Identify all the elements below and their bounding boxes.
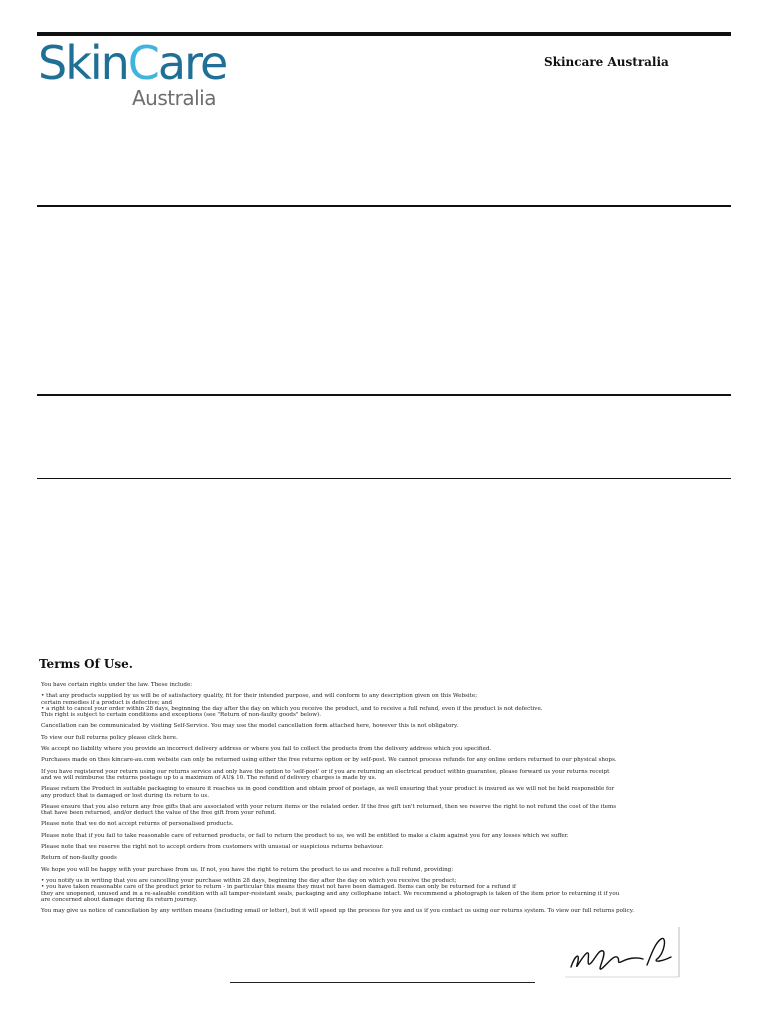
terms-paragraph: If you have registered your return using our returns service and only have the option to 'self-post' or if you are returning an electrical product within guarantee, please forward us your returns receipt and we will reimburse the returns postage up to a maximum of AU$ 10. The refund of delivery charges is made by us. xyxy=(41,768,610,781)
terms-paragraph: You have certain rights under the law. These include: xyxy=(41,682,193,688)
terms-paragraph: Purchases made on thes kincare-au.com website can only be returned using either the free returns option or by self-post. We cannot process refunds for any online orders returned to our physical shops. xyxy=(41,757,617,764)
terms-paragraph: You may give us notice of cancellation by any written means (including email or letter), but it will speed up the process for you and us if you contact us using our returns system. To view our full returns policy. xyxy=(41,908,634,915)
signature-line xyxy=(230,982,535,983)
section-divider-2 xyxy=(37,394,731,396)
terms-paragraph: Please return the Product in suitable packaging to ensure it reaches us in good condition and obtain proof of postage, as well ensuring that your product is insured as we will not be held responsible for any product that is damaged or lost during its return to us. xyxy=(41,786,615,799)
terms-paragraph: Please note that if you fail to take reasonable care of returned products, or fail to return the product to us, we will be entitled to make a claim against you for any losses which we suffer. xyxy=(41,832,569,839)
terms-paragraph: We hope you will be happy with your purchase from us. If not, you have the right to return the product to us and receive a full refund, providing: xyxy=(41,866,454,873)
terms-paragraph: To view our full returns policy please click here. xyxy=(41,734,178,741)
section-divider-3 xyxy=(37,478,731,479)
terms-paragraph: Please note that we reserve the right not to accept orders from customers with unusual or suspicious returns behaviour. xyxy=(41,844,384,851)
logo-subtitle: Australia xyxy=(132,86,216,110)
terms-paragraph: Please note that we do not accept returns of personalised products. xyxy=(41,821,234,828)
terms-paragraph: Please ensure that you also return any free gifts that are associated with your return items or the related order. If the free gift isn't returned, then we reserve the right to not refund the cost of the items that have been returned, and/or deduct the value of the free gift from your refund. xyxy=(41,803,617,817)
terms-heading: Terms Of Use. xyxy=(39,657,133,671)
logo-text-are: are xyxy=(157,36,227,90)
terms-body xyxy=(41,682,691,919)
terms-paragraph: • that any products supplied by us will be of satisfactory quality, fit for their intended purpose, and will conform to any description given on this Website; certain remedies if a product is defective; and • a right to cancel your order within 28 days, beginning the day after the day on which you receive the product, and to receive a full refund, even if the product is not defective. This right is subject to certain conditions and exceptions (see "Return of non-faulty goods" below). xyxy=(41,693,543,719)
logo-text-skin: Skin xyxy=(38,36,128,90)
handwritten-signature xyxy=(563,925,681,980)
terms-paragraph: Return of non-faulty goods xyxy=(41,855,117,862)
terms-paragraph: Cancellation can be communicated by visiting Self-Service. You may use the model cancellation form attached here, however this is not obligatory. xyxy=(41,723,459,730)
section-divider-1 xyxy=(37,205,731,207)
skincare-australia-logo xyxy=(38,36,238,110)
company-name: Skincare Australia xyxy=(544,55,669,69)
terms-paragraph: We accept no liability where you provide an incorrect delivery address or where you fail to collect the products from the delivery address which you specified. xyxy=(41,746,492,753)
logo-text-c: C xyxy=(127,36,158,90)
terms-paragraph: • you notify us in writing that you are cancelling your purchase within 28 days, beginning the day after the day on which you receive the product; • you have taken reasonable care of the product prior to return - in particular this means they must not have been damaged. Items can only be returned for a refund if they are unopened, unused and in a re-saleable condition with all tamper-resistant seals, packaging and any cellophane intact. We recommend a photograph is taken of the item prior to returning it if you are concerned about damage during its return journey. xyxy=(41,877,620,903)
